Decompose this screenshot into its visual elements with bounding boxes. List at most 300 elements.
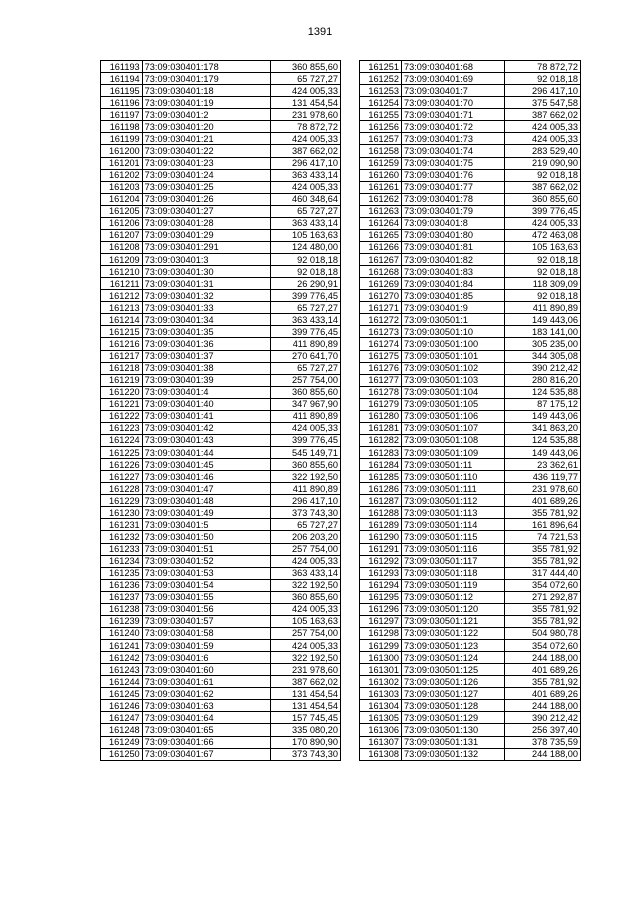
row-number-cell: 161227	[101, 471, 143, 483]
row-number-cell: 161249	[101, 736, 143, 748]
cadastral-number-cell: 73:09:030401:60	[142, 664, 270, 676]
table-row	[360, 652, 581, 664]
cadastral-number-cell: 73:09:030401:22	[142, 145, 270, 157]
row-number-cell: 161251	[360, 61, 402, 73]
row-number-cell: 161289	[360, 519, 402, 531]
row-number-cell: 161231	[101, 519, 143, 531]
cadastral-number-cell: 73:09:030401:49	[142, 507, 270, 519]
cadastral-number-cell: 73:09:030401:9	[402, 302, 505, 314]
value-cell: 424 005,33	[271, 133, 341, 145]
table-row	[360, 483, 581, 495]
value-cell: 355 781,92	[505, 603, 581, 615]
value-cell: 124 535,88	[505, 386, 581, 398]
value-cell: 257 754,00	[271, 374, 341, 386]
cadastral-number-cell: 73:09:030401:26	[142, 193, 270, 205]
row-number-cell: 161290	[360, 531, 402, 543]
row-number-cell: 161288	[360, 507, 402, 519]
value-cell: 545 149,71	[271, 447, 341, 459]
value-cell: 355 781,92	[505, 615, 581, 627]
value-cell: 360 855,60	[271, 61, 341, 73]
register-table-left	[100, 60, 341, 761]
row-number-cell: 161224	[101, 434, 143, 446]
row-number-cell: 161295	[360, 591, 402, 603]
cadastral-number-cell: 73:09:030401:42	[142, 422, 270, 434]
cadastral-number-cell: 73:09:030401:54	[142, 579, 270, 591]
table-row	[360, 386, 581, 398]
table-row	[101, 567, 341, 579]
table-row	[360, 724, 581, 736]
value-cell: 322 192,50	[271, 471, 341, 483]
row-number-cell: 161254	[360, 97, 402, 109]
table-row	[360, 290, 581, 302]
table-row	[101, 640, 341, 652]
row-number-cell: 161268	[360, 266, 402, 278]
row-number-cell: 161293	[360, 567, 402, 579]
row-number-cell: 161271	[360, 302, 402, 314]
row-number-cell: 161225	[101, 447, 143, 459]
table-row	[101, 531, 341, 543]
value-cell: 363 433,14	[271, 169, 341, 181]
cadastral-number-cell: 73:09:030401:85	[402, 290, 505, 302]
cadastral-number-cell: 73:09:030501:110	[402, 471, 505, 483]
value-cell: 131 454,54	[271, 700, 341, 712]
value-cell: 23 362,61	[505, 459, 581, 471]
table-row	[360, 422, 581, 434]
table-row	[101, 157, 341, 169]
register-table-right	[359, 60, 581, 761]
value-cell: 355 781,92	[505, 507, 581, 519]
cadastral-number-cell: 73:09:030401:23	[142, 157, 270, 169]
value-cell: 92 018,18	[271, 254, 341, 266]
cadastral-number-cell: 73:09:030401:56	[142, 603, 270, 615]
value-cell: 399 776,45	[271, 290, 341, 302]
cadastral-number-cell: 73:09:030401:37	[142, 350, 270, 362]
value-cell: 257 754,00	[271, 543, 341, 555]
row-number-cell: 161209	[101, 254, 143, 266]
value-cell: 360 855,60	[505, 193, 581, 205]
row-number-cell: 161266	[360, 241, 402, 253]
table-row	[101, 507, 341, 519]
value-cell: 322 192,50	[271, 652, 341, 664]
value-cell: 472 463,08	[505, 229, 581, 241]
table-row	[101, 109, 341, 121]
row-number-cell: 161280	[360, 410, 402, 422]
row-number-cell: 161262	[360, 193, 402, 205]
right-table-body	[360, 61, 581, 761]
table-row	[101, 627, 341, 639]
table-row	[101, 314, 341, 326]
row-number-cell: 161273	[360, 326, 402, 338]
row-number-cell: 161234	[101, 555, 143, 567]
row-number-cell: 161275	[360, 350, 402, 362]
cadastral-number-cell: 73:09:030401:28	[142, 217, 270, 229]
cadastral-number-cell: 73:09:030401:79	[402, 205, 505, 217]
row-number-cell: 161272	[360, 314, 402, 326]
value-cell: 183 141,00	[505, 326, 581, 338]
table-row	[101, 676, 341, 688]
row-number-cell: 161297	[360, 615, 402, 627]
cadastral-number-cell: 73:09:030501:119	[402, 579, 505, 591]
row-number-cell: 161239	[101, 615, 143, 627]
cadastral-number-cell: 73:09:030401:27	[142, 205, 270, 217]
value-cell: 296 417,10	[271, 495, 341, 507]
value-cell: 424 005,33	[271, 85, 341, 97]
value-cell: 360 855,60	[271, 459, 341, 471]
row-number-cell: 161237	[101, 591, 143, 603]
cadastral-number-cell: 73:09:030401:58	[142, 627, 270, 639]
cadastral-number-cell: 73:09:030401:74	[402, 145, 505, 157]
table-row	[360, 85, 581, 97]
row-number-cell: 161229	[101, 495, 143, 507]
cadastral-number-cell: 73:09:030401:32	[142, 290, 270, 302]
row-number-cell: 161308	[360, 748, 402, 760]
table-row	[360, 205, 581, 217]
value-cell: 387 662,02	[271, 676, 341, 688]
table-row	[101, 61, 341, 73]
table-row	[101, 434, 341, 446]
table-row	[101, 302, 341, 314]
table-row	[101, 241, 341, 253]
table-row	[101, 362, 341, 374]
value-cell: 387 662,02	[505, 181, 581, 193]
value-cell: 424 005,33	[505, 217, 581, 229]
table-row	[101, 386, 341, 398]
value-cell: 244 188,00	[505, 748, 581, 760]
table-row	[360, 254, 581, 266]
row-number-cell: 161241	[101, 640, 143, 652]
cadastral-number-cell: 73:09:030401:80	[402, 229, 505, 241]
cadastral-number-cell: 73:09:030501:114	[402, 519, 505, 531]
table-row	[360, 145, 581, 157]
value-cell: 424 005,33	[271, 603, 341, 615]
value-cell: 460 348,64	[271, 193, 341, 205]
value-cell: 256 397,40	[505, 724, 581, 736]
cadastral-number-cell: 73:09:030501:127	[402, 688, 505, 700]
table-row	[360, 241, 581, 253]
value-cell: 92 018,18	[505, 254, 581, 266]
cadastral-number-cell: 73:09:030401:66	[142, 736, 270, 748]
row-number-cell: 161208	[101, 241, 143, 253]
table-row	[360, 712, 581, 724]
cadastral-number-cell: 73:09:030401:71	[402, 109, 505, 121]
value-cell: 65 727,27	[271, 73, 341, 85]
row-number-cell: 161247	[101, 712, 143, 724]
table-row	[360, 555, 581, 567]
value-cell: 296 417,10	[271, 157, 341, 169]
cadastral-number-cell: 73:09:030401:73	[402, 133, 505, 145]
value-cell: 87 175,12	[505, 398, 581, 410]
cadastral-number-cell: 73:09:030401:5	[142, 519, 270, 531]
table-row	[360, 362, 581, 374]
value-cell: 424 005,33	[505, 133, 581, 145]
value-cell: 296 417,10	[505, 85, 581, 97]
value-cell: 373 743,30	[271, 507, 341, 519]
row-number-cell: 161253	[360, 85, 402, 97]
table-row	[101, 495, 341, 507]
row-number-cell: 161235	[101, 567, 143, 579]
row-number-cell: 161201	[101, 157, 143, 169]
table-row	[101, 278, 341, 290]
row-number-cell: 161223	[101, 422, 143, 434]
row-number-cell: 161300	[360, 652, 402, 664]
cadastral-number-cell: 73:09:030501:11	[402, 459, 505, 471]
cadastral-number-cell: 73:09:030501:125	[402, 664, 505, 676]
table-row	[101, 652, 341, 664]
value-cell: 363 433,14	[271, 217, 341, 229]
cadastral-number-cell: 73:09:030501:111	[402, 483, 505, 495]
value-cell: 424 005,33	[271, 181, 341, 193]
value-cell: 411 890,89	[271, 338, 341, 350]
cadastral-number-cell: 73:09:030501:118	[402, 567, 505, 579]
cadastral-number-cell: 73:09:030501:104	[402, 386, 505, 398]
cadastral-number-cell: 73:09:030401:52	[142, 555, 270, 567]
row-number-cell: 161259	[360, 157, 402, 169]
table-row	[360, 157, 581, 169]
row-number-cell: 161230	[101, 507, 143, 519]
table-row	[360, 97, 581, 109]
cadastral-number-cell: 73:09:030501:109	[402, 447, 505, 459]
row-number-cell: 161257	[360, 133, 402, 145]
cadastral-number-cell: 73:09:030401:57	[142, 615, 270, 627]
table-row	[101, 398, 341, 410]
cadastral-number-cell: 73:09:030501:12	[402, 591, 505, 603]
cadastral-number-cell: 73:09:030501:120	[402, 603, 505, 615]
row-number-cell: 161305	[360, 712, 402, 724]
table-row	[360, 748, 581, 760]
table-row	[360, 519, 581, 531]
table-row	[360, 495, 581, 507]
table-row	[101, 266, 341, 278]
row-number-cell: 161282	[360, 434, 402, 446]
row-number-cell: 161258	[360, 145, 402, 157]
cadastral-number-cell: 73:09:030401:45	[142, 459, 270, 471]
value-cell: 399 776,45	[271, 434, 341, 446]
cadastral-number-cell: 73:09:030501:117	[402, 555, 505, 567]
cadastral-number-cell: 73:09:030401:53	[142, 567, 270, 579]
table-row	[360, 567, 581, 579]
value-cell: 401 689,26	[505, 495, 581, 507]
left-table-body	[101, 61, 341, 761]
cadastral-number-cell: 73:09:030401:179	[142, 73, 270, 85]
row-number-cell: 161283	[360, 447, 402, 459]
value-cell: 124 535,88	[505, 434, 581, 446]
value-cell: 271 292,87	[505, 591, 581, 603]
table-row	[101, 459, 341, 471]
table-row	[101, 205, 341, 217]
cadastral-number-cell: 73:09:030501:115	[402, 531, 505, 543]
cadastral-number-cell: 73:09:030501:100	[402, 338, 505, 350]
table-row	[360, 169, 581, 181]
table-row	[101, 229, 341, 241]
value-cell: 355 781,92	[505, 543, 581, 555]
table-row	[360, 278, 581, 290]
cadastral-number-cell: 73:09:030401:7	[402, 85, 505, 97]
cadastral-number-cell: 73:09:030501:122	[402, 627, 505, 639]
cadastral-number-cell: 73:09:030401:51	[142, 543, 270, 555]
row-number-cell: 161246	[101, 700, 143, 712]
table-row	[101, 483, 341, 495]
value-cell: 149 443,06	[505, 447, 581, 459]
row-number-cell: 161210	[101, 266, 143, 278]
row-number-cell: 161206	[101, 217, 143, 229]
table-row	[101, 73, 341, 85]
cadastral-number-cell: 73:09:030501:116	[402, 543, 505, 555]
cadastral-number-cell: 73:09:030501:105	[402, 398, 505, 410]
value-cell: 219 090,90	[505, 157, 581, 169]
value-cell: 92 018,18	[505, 290, 581, 302]
value-cell: 424 005,33	[271, 422, 341, 434]
table-row	[360, 471, 581, 483]
row-number-cell: 161256	[360, 121, 402, 133]
cadastral-number-cell: 73:09:030401:84	[402, 278, 505, 290]
value-cell: 411 890,89	[271, 483, 341, 495]
value-cell: 363 433,14	[271, 567, 341, 579]
row-number-cell: 161276	[360, 362, 402, 374]
row-number-cell: 161220	[101, 386, 143, 398]
cadastral-number-cell: 73:09:030401:8	[402, 217, 505, 229]
cadastral-number-cell: 73:09:030401:178	[142, 61, 270, 73]
row-number-cell: 161281	[360, 422, 402, 434]
row-number-cell: 161307	[360, 736, 402, 748]
table-row	[101, 326, 341, 338]
table-row	[360, 688, 581, 700]
value-cell: 424 005,33	[271, 555, 341, 567]
value-cell: 65 727,27	[271, 362, 341, 374]
row-number-cell: 161291	[360, 543, 402, 555]
value-cell: 78 872,72	[271, 121, 341, 133]
table-row	[360, 543, 581, 555]
table-row	[101, 169, 341, 181]
table-row	[101, 350, 341, 362]
value-cell: 424 005,33	[505, 121, 581, 133]
cadastral-number-cell: 73:09:030401:35	[142, 326, 270, 338]
row-number-cell: 161278	[360, 386, 402, 398]
cadastral-number-cell: 73:09:030401:81	[402, 241, 505, 253]
table-row	[101, 121, 341, 133]
cadastral-number-cell: 73:09:030401:78	[402, 193, 505, 205]
value-cell: 92 018,18	[271, 266, 341, 278]
cadastral-number-cell: 73:09:030401:83	[402, 266, 505, 278]
row-number-cell: 161228	[101, 483, 143, 495]
row-number-cell: 161207	[101, 229, 143, 241]
row-number-cell: 161226	[101, 459, 143, 471]
row-number-cell: 161298	[360, 627, 402, 639]
cadastral-number-cell: 73:09:030401:33	[142, 302, 270, 314]
row-number-cell: 161255	[360, 109, 402, 121]
cadastral-number-cell: 73:09:030401:50	[142, 531, 270, 543]
table-row	[101, 217, 341, 229]
value-cell: 124 480,00	[271, 241, 341, 253]
cadastral-number-cell: 73:09:030401:41	[142, 410, 270, 422]
row-number-cell: 161212	[101, 290, 143, 302]
table-row	[101, 374, 341, 386]
row-number-cell: 161277	[360, 374, 402, 386]
value-cell: 347 967,90	[271, 398, 341, 410]
value-cell: 344 305,08	[505, 350, 581, 362]
row-number-cell: 161218	[101, 362, 143, 374]
row-number-cell: 161211	[101, 278, 143, 290]
value-cell: 74 721,53	[505, 531, 581, 543]
cadastral-number-cell: 73:09:030401:46	[142, 471, 270, 483]
table-row	[101, 338, 341, 350]
row-number-cell: 161219	[101, 374, 143, 386]
row-number-cell: 161286	[360, 483, 402, 495]
cadastral-number-cell: 73:09:030501:129	[402, 712, 505, 724]
table-row	[360, 217, 581, 229]
table-row	[360, 640, 581, 652]
table-row	[360, 507, 581, 519]
value-cell: 411 890,89	[505, 302, 581, 314]
table-row	[101, 736, 341, 748]
table-row	[101, 543, 341, 555]
table-row	[101, 85, 341, 97]
table-row	[360, 447, 581, 459]
table-row	[360, 109, 581, 121]
table-row	[360, 133, 581, 145]
row-number-cell: 161194	[101, 73, 143, 85]
cadastral-number-cell: 73:09:030401:6	[142, 652, 270, 664]
table-row	[360, 350, 581, 362]
cadastral-number-cell: 73:09:030401:39	[142, 374, 270, 386]
table-row	[101, 97, 341, 109]
value-cell: 355 781,92	[505, 676, 581, 688]
value-cell: 355 781,92	[505, 555, 581, 567]
cadastral-number-cell: 73:09:030401:55	[142, 591, 270, 603]
row-number-cell: 161279	[360, 398, 402, 410]
row-number-cell: 161200	[101, 145, 143, 157]
table-row	[101, 591, 341, 603]
value-cell: 149 443,06	[505, 314, 581, 326]
cadastral-number-cell: 73:09:030501:102	[402, 362, 505, 374]
value-cell: 231 978,60	[505, 483, 581, 495]
table-row	[360, 676, 581, 688]
table-row	[360, 61, 581, 73]
cadastral-number-cell: 73:09:030501:128	[402, 700, 505, 712]
value-cell: 363 433,14	[271, 314, 341, 326]
row-number-cell: 161260	[360, 169, 402, 181]
table-row	[360, 374, 581, 386]
value-cell: 78 872,72	[505, 61, 581, 73]
cadastral-number-cell: 73:09:030501:130	[402, 724, 505, 736]
table-row	[101, 410, 341, 422]
table-row	[101, 290, 341, 302]
cadastral-number-cell: 73:09:030401:68	[402, 61, 505, 73]
value-cell: 317 444,40	[505, 567, 581, 579]
value-cell: 305 235,00	[505, 338, 581, 350]
table-row	[360, 302, 581, 314]
cadastral-number-cell: 73:09:030401:62	[142, 688, 270, 700]
cadastral-number-cell: 73:09:030501:131	[402, 736, 505, 748]
value-cell: 411 890,89	[271, 410, 341, 422]
cadastral-number-cell: 73:09:030501:108	[402, 434, 505, 446]
row-number-cell: 161250	[101, 748, 143, 760]
row-number-cell: 161243	[101, 664, 143, 676]
value-cell: 387 662,02	[271, 145, 341, 157]
cadastral-number-cell: 73:09:030401:20	[142, 121, 270, 133]
table-row	[101, 555, 341, 567]
table-row	[101, 724, 341, 736]
cadastral-number-cell: 73:09:030401:43	[142, 434, 270, 446]
row-number-cell: 161204	[101, 193, 143, 205]
row-number-cell: 161264	[360, 217, 402, 229]
cadastral-number-cell: 73:09:030401:77	[402, 181, 505, 193]
value-cell: 375 547,58	[505, 97, 581, 109]
value-cell: 504 980,78	[505, 627, 581, 639]
row-number-cell: 161222	[101, 410, 143, 422]
cadastral-number-cell: 73:09:030401:18	[142, 85, 270, 97]
row-number-cell: 161216	[101, 338, 143, 350]
row-number-cell: 161263	[360, 205, 402, 217]
